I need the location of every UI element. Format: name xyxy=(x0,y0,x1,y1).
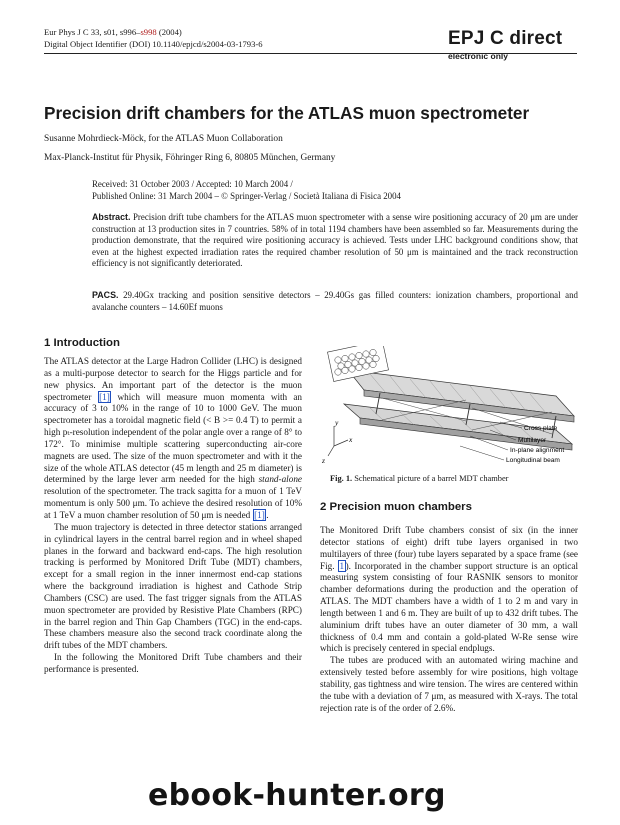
intro-paragraph-2: The muon trajectory is detected in three detector stations arranged in cylindrical layers in the central barrel region and in wheel shaped planes in the forward and backward end-caps. The high resolution tracking is performed by Monitored Drift Tube (MDT) chambers, except for a small region in the inner innermost end-cap stations where the background irradiation is highest and Cathode Strip Chambers (CSC) are used. The fast trigger signals from the ATLAS muon spectrometer are provided by Resistive Plate Chambers (RPC) in the barrel region and Thin Gap Chambers (TGC) in the end-caps. These chambers measure also the second track coordinate along the drift tubes of the MDT chambers. xyxy=(44,521,302,651)
chambers-text-a: The Monitored Drift Tube chambers consist of six (in the inner detector stations of eight) drift tube layers organised in two multilayers of three (four) tube layers separated by a space frame (see Fig. xyxy=(320,525,578,571)
authors: Susanne Mohrdieck-Möck, for the ATLAS Muon Collaboration xyxy=(44,134,283,144)
pacs xyxy=(92,290,578,313)
affiliation: Max-Planck-Institut für Physik, Föhringer Ring 6, 80805 München, Germany xyxy=(44,153,336,163)
paper-title: Precision drift chambers for the ATLAS muon spectrometer xyxy=(44,103,530,123)
section-2-heading: 2 Precision muon chambers xyxy=(320,501,472,513)
pacs-label: PACS. xyxy=(92,290,119,300)
page-end-link[interactable]: s998 xyxy=(140,27,157,37)
figure-caption-text: Schematical picture of a barrel MDT chamber xyxy=(352,474,509,483)
intro-text-c: resolution of the spectrometer. The track sagitta for a muon of 1 TeV momentum is only 500 μm. To achieve the desired resolution of 10% at 1 TeV a muon chamber resolution of 50 μm is needed xyxy=(44,486,302,520)
brand-title: EPJ C direct xyxy=(448,28,563,49)
intro-paragraph-3: In the following the Monitored Drift Tube chambers and their performance is presented. xyxy=(44,652,302,674)
abstract xyxy=(92,212,578,270)
journal-brand xyxy=(448,28,578,61)
journal-year: (2004) xyxy=(156,27,182,37)
axis-z-label: z xyxy=(322,456,325,464)
brand-subtitle: electronic only xyxy=(448,51,508,61)
abstract-text: Precision drift tube chambers for the ATLAS muon spectrometer with a sense wire positioning accuracy of 20 μm are under construction at 13 production sites in 7 countries. 58% of in total 1194 chambers have been assembled so far. Measurements during the production demonstrate, that the required wire positioning accuracy is achieved. Tests under LHC background conditions show, that even at the highest expected irradiation rates the required chamber resolution of 50 μm is maintained and the track reconstruction efficiency is not significantly deteriorated. xyxy=(92,212,579,269)
figure-ref-link[interactable]: 1 xyxy=(339,560,345,571)
watermark: ebook-hunter.org xyxy=(148,778,446,813)
citation-link[interactable]: [1] xyxy=(99,391,110,402)
intro-emphasis: stand-alone xyxy=(258,474,302,485)
journal-header xyxy=(44,27,263,50)
section-1-heading: 1 Introduction xyxy=(44,337,120,349)
doi-line: Digital Object Identifier (DOI) 10.1140/epjcd/s2004-03-1793-6 xyxy=(44,38,263,49)
received-line-1: Received: 31 October 2003 / Accepted: 10 March 2004 / xyxy=(92,179,293,189)
intro-text-b: which will measure muon momenta with an accuracy of 3 to 10% in the range of 10 to 1000 GeV. The muon spectrometer has a toroidal magnetic field (< B >= 0.4 T) to permit a high pₜ-resolution independent of the polar angle over a range of 8° to 172°. To minimise multiple scattering superconducting air-core magnets are used. The size of the muon spectrometer and with it the size of the whole ATLAS detector (45 m length and 25 m diameter) is determined by the large lever arm needed for the high xyxy=(44,391,302,485)
journal-citation-line xyxy=(44,27,263,39)
figure-caption-label: Fig. 1. xyxy=(330,474,353,483)
axis-x-label: x xyxy=(349,435,353,444)
mdt-chamber-figure xyxy=(320,346,578,464)
label-longitudinal-beam: Longitudinal beam xyxy=(506,457,560,464)
right-column xyxy=(320,525,578,715)
received-line-2: Published Online: 31 March 2004 – © Springer-Verlag / Società Italiana di Fisica 2004 xyxy=(92,191,401,201)
intro-paragraph-1 xyxy=(44,356,302,522)
label-multilayer: Multilayer xyxy=(518,437,547,444)
chambers-paragraph-1 xyxy=(320,525,578,655)
intro-text-d: . xyxy=(266,509,269,520)
intro-text-a: The ATLAS detector at the Large Hadron Collider (LHC) is designed as a multi-purpose detector to search for the Higgs particle and for new physics. An important part of the detector is the muon spectrometer xyxy=(44,356,302,402)
left-column xyxy=(44,356,302,676)
pacs-text: 29.40Gx tracking and position sensitive detectors – 29.40Gs gas filled counters: ionization chambers, proportional and avalanche counters – 14.60Ef muons xyxy=(92,290,578,312)
abstract-label: Abstract. xyxy=(92,212,131,222)
axis-triad xyxy=(328,426,348,456)
axis-y-label: y xyxy=(335,418,339,427)
journal-citation: Eur Phys J C 33, s01, s996– xyxy=(44,27,141,37)
figure-caption xyxy=(330,474,508,483)
chambers-paragraph-2: The tubes are produced with an automated wiring machine and extensively tested before assembly for wire positions, high voltage stability, gas tightness and wire tension. The wires are centered within the tube with a deviation of 7 μm, as measured with X-rays. The total rejection rate is of the order of 2.6%. xyxy=(320,655,578,713)
label-cross-plate: Cross plate xyxy=(524,425,558,432)
label-in-plane-alignment: In-plane alignment xyxy=(510,447,565,454)
received-dates xyxy=(92,178,401,202)
citation-link[interactable]: [1] xyxy=(254,509,265,520)
chambers-text-b: ). Incorporated in the chamber support structure is an optical measuring system consisting of four RASNIK sensors to monitor chamber deformations during the production and the operation of ATLAS. The MDT chambers have a width of 1 to 2 m and vary in length between 1 and 6 m. They are built of up to 432 drift tubes. The aluminium drift tubes have an outer diameter of 30 mm, a wall thickness of 0.4 mm and contain a gold-plated W-Re sense wire which is precisely centered in special endplugs. xyxy=(320,560,578,654)
header-rule xyxy=(44,53,577,54)
